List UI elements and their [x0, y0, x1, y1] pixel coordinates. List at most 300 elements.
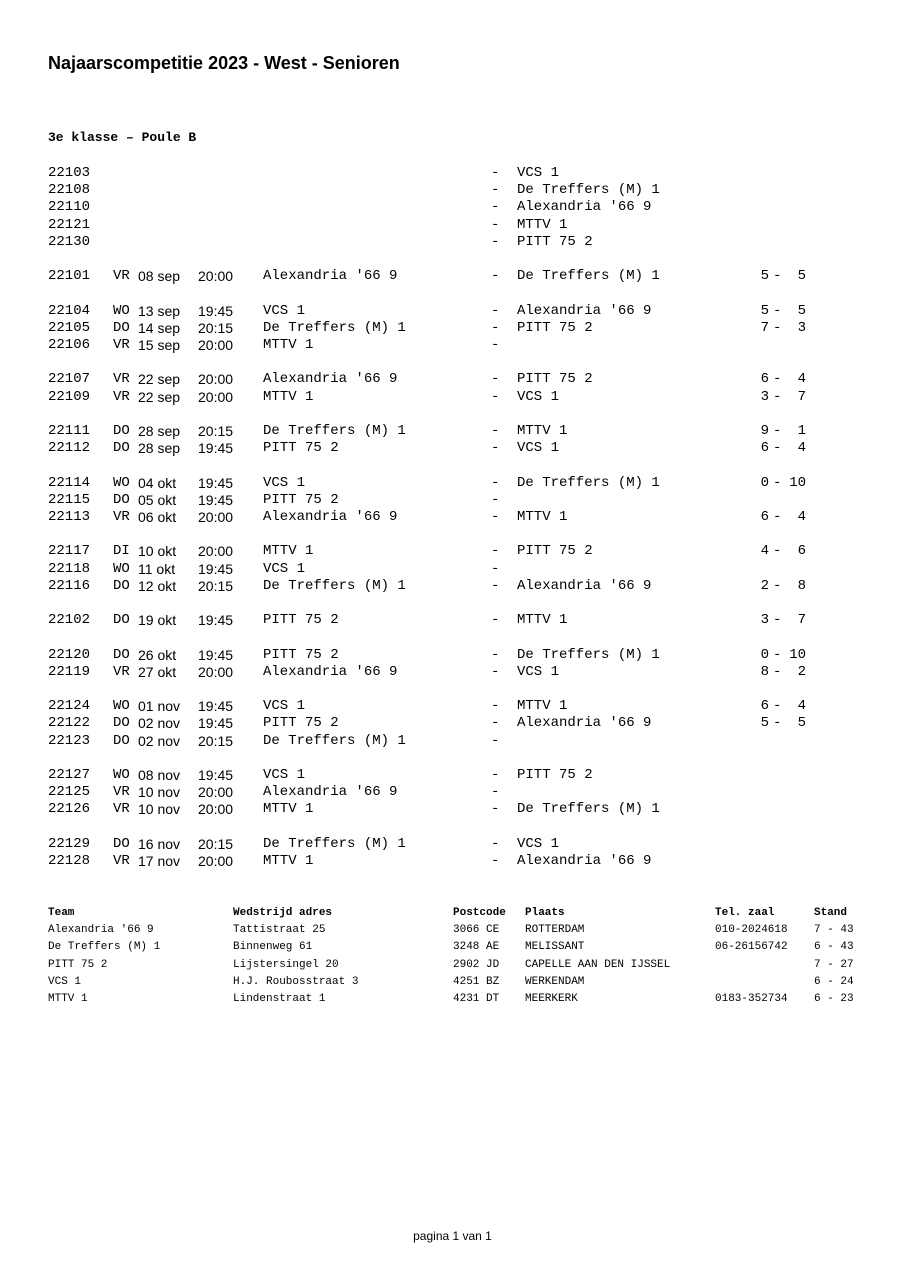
match-time: 19:45	[198, 474, 234, 491]
team-postcode: 4231 DT	[453, 993, 500, 1006]
away-team: MTTV 1	[517, 698, 568, 715]
score-away: 7	[797, 388, 806, 405]
match-number: 22116	[48, 577, 91, 594]
match-day: DO	[113, 646, 130, 663]
away-team: De Treffers (M) 1	[517, 646, 660, 663]
match-time: 20:00	[198, 543, 234, 560]
score-dash: -	[773, 509, 782, 525]
versus-dash: -	[491, 698, 500, 715]
match-day: VR	[113, 337, 130, 353]
match-time: 20:15	[198, 577, 234, 594]
match-time: 19:45	[198, 715, 234, 732]
team-city: CAPELLE AAN DEN IJSSEL	[525, 958, 671, 971]
match-date: 12 okt	[138, 577, 177, 594]
match-time: 20:00	[198, 853, 234, 869]
versus-dash: -	[491, 732, 500, 749]
match-row	[0, 320, 905, 337]
match-time: 20:15	[198, 835, 234, 852]
match-number: 22106	[48, 337, 91, 353]
score-dash: -	[773, 440, 782, 457]
match-day: DO	[113, 835, 130, 852]
score-dash: -	[773, 474, 782, 491]
match-date: 22 sep	[138, 388, 181, 405]
match-row	[0, 423, 905, 440]
score-home: 5	[760, 302, 769, 319]
team-row	[0, 939, 905, 956]
match-row	[0, 371, 905, 388]
match-day: DI	[113, 543, 130, 560]
match-time: 20:00	[198, 784, 234, 801]
team-standing: 7 - 43	[814, 924, 854, 936]
versus-dash: -	[491, 543, 500, 560]
away-team: MTTV 1	[517, 509, 568, 525]
match-time: 20:00	[198, 388, 234, 405]
match-day: VR	[113, 388, 130, 405]
score-dash: -	[773, 302, 782, 319]
match-day: DO	[113, 423, 130, 439]
match-time: 20:00	[198, 663, 234, 680]
score-dash: -	[773, 319, 782, 336]
match-time: 20:00	[198, 509, 234, 525]
match-number: 22122	[48, 715, 91, 732]
match-day: WO	[113, 560, 130, 577]
away-team: Alexandria '66 9	[517, 577, 652, 594]
match-row	[0, 664, 905, 681]
match-number: 22104	[48, 302, 91, 319]
away-team: De Treffers (M) 1	[517, 182, 660, 199]
versus-dash: -	[491, 165, 500, 181]
home-team: Alexandria '66 9	[263, 784, 398, 801]
team-phone: 06-26156742	[715, 941, 788, 954]
header-stand: Stand	[814, 907, 848, 919]
header-team: Team	[48, 907, 75, 919]
match-time: 20:00	[198, 801, 234, 818]
home-team: VCS 1	[263, 474, 306, 491]
team-postcode: 3066 CE	[453, 924, 500, 936]
match-number: 22130	[48, 233, 91, 250]
match-row	[0, 268, 905, 285]
match-date: 19 okt	[138, 612, 177, 629]
away-team: VCS 1	[517, 165, 560, 181]
match-date: 06 okt	[138, 509, 177, 525]
match-time: 19:45	[198, 302, 234, 319]
home-team: PITT 75 2	[263, 612, 339, 629]
home-team: MTTV 1	[263, 337, 314, 353]
home-team: VCS 1	[263, 767, 306, 783]
match-number: 22107	[48, 371, 91, 388]
score-home: 3	[760, 612, 769, 629]
team-name: Alexandria '66 9	[48, 924, 154, 936]
versus-dash: -	[491, 216, 500, 233]
match-date: 13 sep	[138, 302, 181, 319]
match-time: 19:45	[198, 440, 234, 457]
header-plaats: Plaats	[525, 907, 565, 919]
score-dash: -	[773, 698, 782, 715]
away-team: Alexandria '66 9	[517, 199, 652, 216]
match-day: DO	[113, 491, 130, 508]
match-date: 26 okt	[138, 646, 177, 663]
versus-dash: -	[491, 268, 500, 285]
match-date: 16 nov	[138, 835, 181, 852]
versus-dash: -	[491, 440, 500, 457]
score-home: 5	[760, 715, 769, 732]
match-time: 19:45	[198, 698, 234, 715]
score-away: 4	[797, 698, 806, 715]
away-team: Alexandria '66 9	[517, 302, 652, 319]
versus-dash: -	[491, 302, 500, 319]
score-home: 0	[760, 474, 769, 491]
away-team: MTTV 1	[517, 612, 568, 629]
poule-heading: 3e klasse – Poule B	[48, 130, 197, 145]
match-number: 22110	[48, 199, 91, 216]
score-dash: -	[773, 663, 782, 680]
team-row	[0, 974, 905, 991]
versus-dash: -	[491, 491, 500, 508]
match-time: 20:15	[198, 732, 234, 749]
match-number: 22114	[48, 474, 91, 491]
score-away: 10	[789, 474, 806, 491]
match-day: DO	[113, 715, 130, 732]
score-away: 1	[797, 423, 806, 439]
versus-dash: -	[491, 577, 500, 594]
versus-dash: -	[491, 784, 500, 801]
home-team: MTTV 1	[263, 801, 314, 818]
match-row	[0, 475, 905, 492]
home-team: MTTV 1	[263, 543, 314, 560]
match-date: 05 okt	[138, 491, 177, 508]
match-date: 04 okt	[138, 474, 177, 491]
team-name: VCS 1	[48, 975, 82, 988]
versus-dash: -	[491, 474, 500, 491]
match-time: 20:00	[198, 371, 234, 388]
away-team: PITT 75 2	[517, 233, 593, 250]
versus-dash: -	[491, 801, 500, 818]
match-number: 22105	[48, 319, 91, 336]
away-team: De Treffers (M) 1	[517, 801, 660, 818]
match-number: 22119	[48, 663, 91, 680]
match-time: 20:00	[198, 337, 234, 353]
away-team: Alexandria '66 9	[517, 853, 652, 869]
away-team: PITT 75 2	[517, 767, 593, 783]
match-date: 10 nov	[138, 784, 181, 801]
score-dash: -	[773, 268, 782, 285]
versus-dash: -	[491, 199, 500, 216]
score-away: 3	[797, 319, 806, 336]
score-home: 2	[760, 577, 769, 594]
match-day: DO	[113, 319, 130, 336]
match-day: DO	[113, 612, 130, 629]
home-team: De Treffers (M) 1	[263, 423, 406, 439]
match-row	[0, 389, 905, 406]
home-team: VCS 1	[263, 698, 306, 715]
versus-dash: -	[491, 663, 500, 680]
match-number: 22120	[48, 646, 91, 663]
home-team: MTTV 1	[263, 853, 314, 869]
versus-dash: -	[491, 371, 500, 388]
match-day: VR	[113, 268, 130, 285]
match-row	[0, 303, 905, 320]
score-dash: -	[773, 715, 782, 732]
page-title: Najaarscompetitie 2023 - West - Senioren	[48, 53, 400, 73]
match-row	[0, 492, 905, 509]
team-phone: 0183-352734	[715, 993, 788, 1006]
match-row	[0, 217, 905, 234]
page-footer: pagina 1 van 1	[413, 1229, 492, 1243]
score-home: 6	[760, 440, 769, 457]
match-number: 22101	[48, 268, 91, 285]
match-date: 28 sep	[138, 423, 181, 439]
versus-dash: -	[491, 767, 500, 783]
team-standing: 6 - 24	[814, 975, 854, 988]
match-date: 28 sep	[138, 440, 181, 457]
score-home: 8	[760, 663, 769, 680]
match-day: VR	[113, 784, 130, 801]
team-postcode: 2902 JD	[453, 958, 500, 971]
home-team: Alexandria '66 9	[263, 268, 398, 285]
team-address: Binnenweg 61	[233, 941, 313, 954]
versus-dash: -	[491, 715, 500, 732]
match-day: DO	[113, 440, 130, 457]
match-date: 22 sep	[138, 371, 181, 388]
match-row	[0, 715, 905, 732]
versus-dash: -	[491, 423, 500, 439]
match-date: 02 nov	[138, 715, 181, 732]
match-number: 22123	[48, 732, 91, 749]
away-team: PITT 75 2	[517, 371, 593, 388]
match-day: WO	[113, 767, 130, 783]
team-name: MTTV 1	[48, 993, 88, 1006]
match-day: VR	[113, 663, 130, 680]
match-number: 22117	[48, 543, 91, 560]
team-standing: 7 - 27	[814, 958, 854, 971]
match-number: 22118	[48, 560, 91, 577]
match-number: 22129	[48, 835, 91, 852]
match-day: VR	[113, 853, 130, 869]
match-number: 22108	[48, 182, 91, 199]
score-dash: -	[773, 388, 782, 405]
versus-dash: -	[491, 388, 500, 405]
versus-dash: -	[491, 509, 500, 525]
match-date: 15 sep	[138, 337, 181, 353]
match-day: WO	[113, 302, 130, 319]
match-row	[0, 509, 905, 526]
match-date: 27 okt	[138, 663, 177, 680]
away-team: VCS 1	[517, 663, 560, 680]
score-away: 4	[797, 509, 806, 525]
score-home: 4	[760, 543, 769, 560]
team-address: Lijstersingel 20	[233, 958, 339, 971]
score-away: 5	[797, 268, 806, 285]
home-team: VCS 1	[263, 560, 306, 577]
score-away: 4	[797, 440, 806, 457]
score-home: 6	[760, 371, 769, 388]
match-time: 19:45	[198, 767, 234, 783]
header-adres: Wedstrijd adres	[233, 907, 333, 919]
match-number: 22121	[48, 216, 91, 233]
match-number: 22126	[48, 801, 91, 818]
score-home: 0	[760, 646, 769, 663]
score-away: 7	[797, 612, 806, 629]
match-time: 19:45	[198, 612, 234, 629]
match-row	[0, 733, 905, 750]
match-time: 19:45	[198, 560, 234, 577]
team-row	[0, 922, 905, 939]
team-name: PITT 75 2	[48, 958, 108, 971]
match-time: 20:00	[198, 268, 234, 285]
home-team: PITT 75 2	[263, 715, 339, 732]
versus-dash: -	[491, 319, 500, 336]
score-away: 10	[789, 646, 806, 663]
match-time: 20:15	[198, 423, 234, 439]
match-date: 08 nov	[138, 767, 181, 783]
team-row	[0, 991, 905, 1008]
match-number: 22103	[48, 165, 91, 181]
team-address: H.J. Roubosstraat 3	[233, 975, 359, 988]
home-team: PITT 75 2	[263, 646, 339, 663]
header-tel: Tel. zaal	[715, 907, 775, 919]
match-number: 22125	[48, 784, 91, 801]
score-away: 2	[797, 663, 806, 680]
score-home: 6	[760, 509, 769, 525]
away-team: De Treffers (M) 1	[517, 268, 660, 285]
team-city: MELISSANT	[525, 941, 585, 954]
home-team: De Treffers (M) 1	[263, 319, 406, 336]
match-day: VR	[113, 509, 130, 525]
match-row	[0, 784, 905, 801]
home-team: VCS 1	[263, 302, 306, 319]
match-date: 10 okt	[138, 543, 177, 560]
match-row	[0, 801, 905, 818]
match-date: 11 okt	[138, 560, 176, 577]
match-date: 02 nov	[138, 732, 181, 749]
score-dash: -	[773, 646, 782, 663]
match-date: 01 nov	[138, 698, 181, 715]
versus-dash: -	[491, 853, 500, 869]
match-row	[0, 836, 905, 853]
away-team: VCS 1	[517, 440, 560, 457]
home-team: PITT 75 2	[263, 440, 339, 457]
match-row	[0, 767, 905, 784]
team-row	[0, 957, 905, 974]
match-number: 22128	[48, 853, 91, 869]
score-away: 5	[797, 302, 806, 319]
match-date: 08 sep	[138, 268, 181, 285]
match-row	[0, 199, 905, 216]
match-number: 22102	[48, 612, 91, 629]
team-standing: 6 - 23	[814, 993, 854, 1006]
score-home: 5	[760, 268, 769, 285]
team-standing: 6 - 43	[814, 941, 854, 954]
match-day: WO	[113, 698, 130, 715]
away-team: De Treffers (M) 1	[517, 474, 660, 491]
away-team: MTTV 1	[517, 216, 568, 233]
away-team: VCS 1	[517, 835, 560, 852]
score-home: 7	[760, 319, 769, 336]
match-time: 19:45	[198, 646, 234, 663]
match-row	[0, 337, 905, 354]
match-row	[0, 165, 905, 182]
home-team: De Treffers (M) 1	[263, 835, 406, 852]
match-row	[0, 182, 905, 199]
away-team: PITT 75 2	[517, 319, 593, 336]
match-number: 22111	[48, 423, 91, 439]
home-team: De Treffers (M) 1	[263, 577, 406, 594]
match-date: 14 sep	[138, 319, 181, 336]
score-away: 8	[797, 577, 806, 594]
match-day: DO	[113, 577, 130, 594]
match-row	[0, 578, 905, 595]
away-team: PITT 75 2	[517, 543, 593, 560]
match-row	[0, 698, 905, 715]
home-team: Alexandria '66 9	[263, 509, 398, 525]
teams-table-header	[0, 905, 905, 922]
match-number: 22124	[48, 698, 91, 715]
score-dash: -	[773, 577, 782, 594]
match-row	[0, 612, 905, 629]
team-city: WERKENDAM	[525, 975, 585, 988]
match-row	[0, 561, 905, 578]
match-time: 19:45	[198, 491, 234, 508]
versus-dash: -	[491, 233, 500, 250]
score-dash: -	[773, 371, 782, 388]
match-number: 22112	[48, 440, 91, 457]
match-date: 10 nov	[138, 801, 181, 818]
team-address: Tattistraat 25	[233, 924, 326, 936]
match-date: 17 nov	[138, 853, 181, 869]
match-row	[0, 440, 905, 457]
match-number: 22109	[48, 388, 91, 405]
versus-dash: -	[491, 835, 500, 852]
team-phone: 010-2024618	[715, 924, 788, 936]
home-team: Alexandria '66 9	[263, 663, 398, 680]
score-dash: -	[773, 423, 782, 439]
match-row	[0, 853, 905, 870]
score-dash: -	[773, 612, 782, 629]
team-name: De Treffers (M) 1	[48, 941, 161, 954]
match-day: WO	[113, 474, 130, 491]
match-row	[0, 543, 905, 560]
score-away: 6	[797, 543, 806, 560]
match-day: DO	[113, 732, 130, 749]
home-team: Alexandria '66 9	[263, 371, 398, 388]
versus-dash: -	[491, 560, 500, 577]
away-team: Alexandria '66 9	[517, 715, 652, 732]
home-team: MTTV 1	[263, 388, 314, 405]
versus-dash: -	[491, 337, 500, 353]
match-row	[0, 647, 905, 664]
match-day: VR	[113, 371, 130, 388]
match-number: 22115	[48, 491, 91, 508]
header-postcode: Postcode	[453, 907, 506, 919]
versus-dash: -	[491, 646, 500, 663]
home-team: De Treffers (M) 1	[263, 732, 406, 749]
away-team: VCS 1	[517, 388, 560, 405]
match-day: VR	[113, 801, 130, 818]
score-away: 5	[797, 715, 806, 732]
team-postcode: 3248 AE	[453, 941, 500, 954]
score-home: 3	[760, 388, 769, 405]
match-row	[0, 234, 905, 251]
team-city: ROTTERDAM	[525, 924, 585, 936]
score-away: 4	[797, 371, 806, 388]
versus-dash: -	[491, 612, 500, 629]
match-number: 22127	[48, 767, 91, 783]
away-team: MTTV 1	[517, 423, 568, 439]
match-number: 22113	[48, 509, 91, 525]
versus-dash: -	[491, 182, 500, 199]
score-home: 9	[760, 423, 769, 439]
score-home: 6	[760, 698, 769, 715]
